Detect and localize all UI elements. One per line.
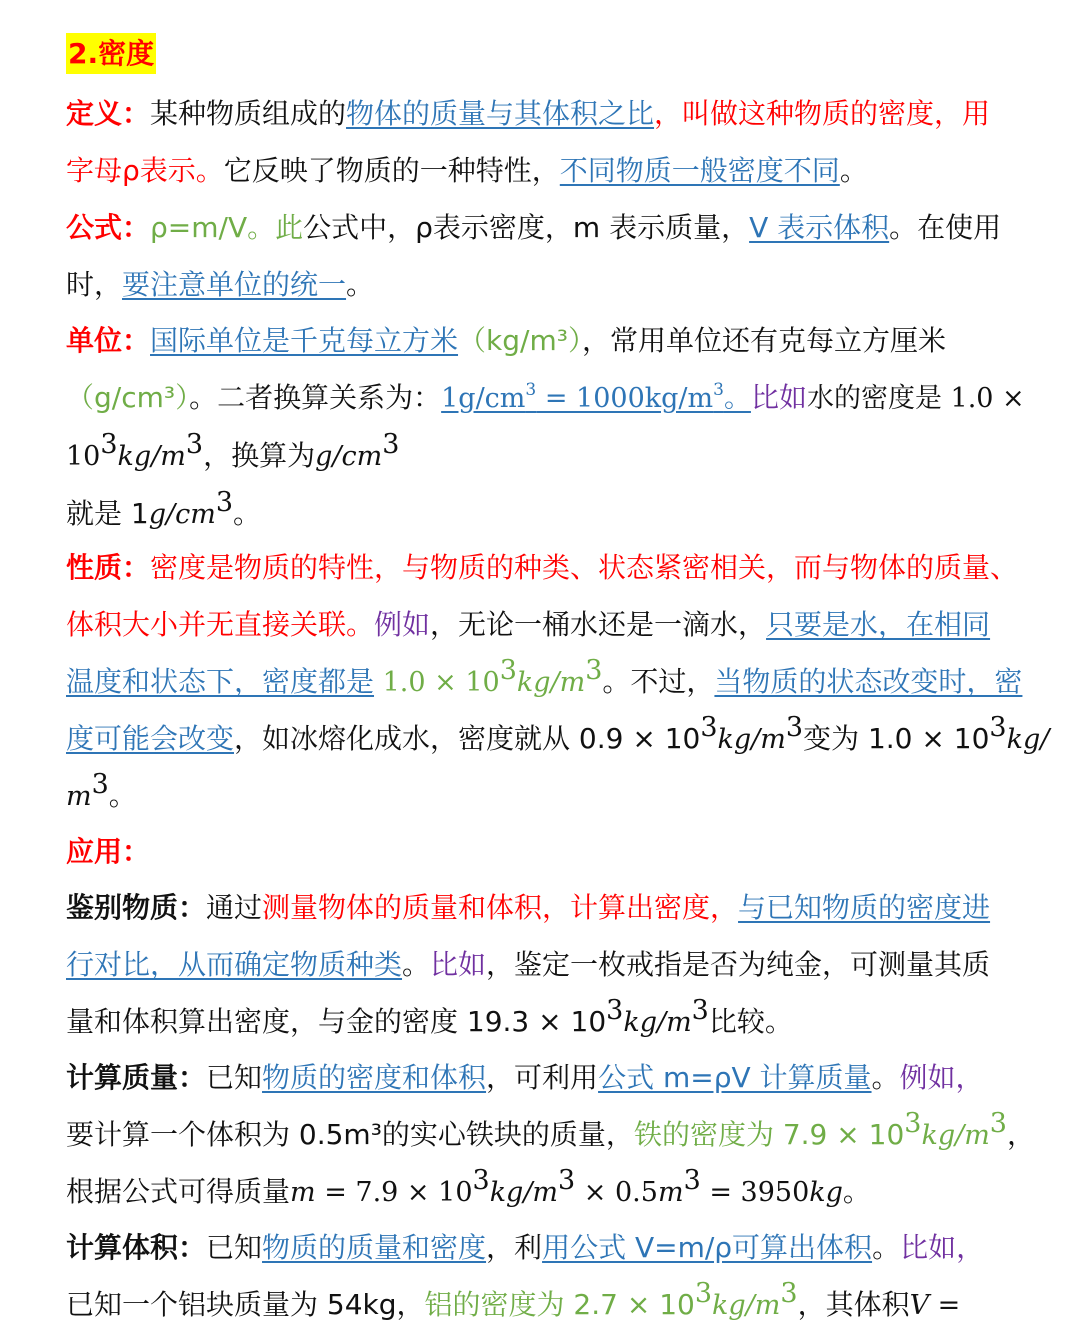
text: 已知 <box>206 1061 263 1094</box>
conversion-formula <box>441 380 751 414</box>
purple-phrase: 比如 <box>750 381 807 414</box>
text: 已知一个铝块质量为 54kg， <box>66 1288 425 1321</box>
math: = 7.9 × 10 <box>315 1177 473 1208</box>
text: 某种物质组成的 <box>150 97 347 130</box>
text: 已知 <box>206 1231 263 1264</box>
volume-line-1 <box>66 1228 984 1268</box>
definition-label: 定义： <box>66 97 151 130</box>
unit-label: 单位： <box>66 324 151 357</box>
math: m <box>657 1177 684 1208</box>
property-line-4 <box>66 712 1050 759</box>
unit-g-cm3: （g/cm³） <box>66 381 190 414</box>
superscript: 3 <box>694 1278 713 1309</box>
property-line-3 <box>66 655 1023 702</box>
text: 比较。 <box>708 1005 793 1038</box>
superscript: 3 <box>780 1278 798 1309</box>
unit-line-1 <box>66 321 946 361</box>
text: 水的密度是 1.0 × <box>806 383 1025 414</box>
math: kg/m <box>117 441 186 472</box>
underlined-phrase: 行对比，从而确定物质种类 <box>66 948 403 981</box>
volume-label: 计算体积： <box>66 1231 207 1264</box>
underlined-phrase: 不同物质一般密度不同 <box>559 154 840 187</box>
text: 时， <box>66 268 123 301</box>
math: kg <box>809 1177 843 1208</box>
underlined-phrase: 只要是水，在相同 <box>766 608 991 641</box>
mass-label: 计算质量： <box>66 1061 207 1094</box>
math: g/cm <box>315 441 383 472</box>
math: kg/m <box>921 1120 990 1151</box>
underlined-phrase: 要注意单位的统一 <box>122 268 347 301</box>
purple-phrase: 例如， <box>899 1061 984 1094</box>
mass-line-1 <box>66 1058 984 1098</box>
math: V <box>909 1290 930 1321</box>
underlined-phrase: V 表示体积 <box>749 211 890 244</box>
purple-phrase: 比如 <box>430 948 487 981</box>
text: 。 <box>872 1231 901 1264</box>
red-phrase: 体积大小并无直接关联。 <box>66 608 375 641</box>
math: = <box>929 1290 961 1321</box>
underlined-phrase: 公式 m=ρV 计算质量 <box>598 1061 872 1094</box>
text: ，如冰熔化成水，密度就从 0.9 × 10 <box>234 722 701 755</box>
underlined-phrase: 物质的质量和密度 <box>262 1231 487 1264</box>
red-phrase: ，叫做这种物质的密度，用 <box>654 97 991 130</box>
math: kg/m <box>489 1177 559 1208</box>
text: 。 <box>723 383 751 414</box>
underlined-phrase: 用公式 V=m/ρ可算出体积 <box>542 1231 873 1264</box>
unit-line-3 <box>66 429 400 476</box>
superscript: 3 <box>904 1108 922 1139</box>
underlined-phrase: 物质的密度和体积 <box>262 1061 487 1094</box>
identify-line-2 <box>66 945 990 985</box>
text: ，无论一桶水还是一滴水， <box>430 608 767 641</box>
underlined-phrase: 国际单位是千克每立方米 <box>150 324 459 357</box>
math: m <box>66 781 92 812</box>
superscript: 3 <box>382 429 400 460</box>
math: g/cm <box>148 499 216 530</box>
underlined-phrase: 温度和状态下，密度都是 <box>66 665 375 698</box>
text: 要计算一个体积为 0.5m³的实心铁块的质量， <box>66 1118 634 1151</box>
superscript: 3 <box>100 429 118 460</box>
title-highlight: 2.密度 <box>66 33 156 74</box>
text: ，常用单位还有克每立方厘米 <box>581 324 946 357</box>
mass-line-3 <box>66 1165 871 1212</box>
red-phrase: 密度是物质的特性，与物质的种类、状态紧密相关， <box>150 551 795 584</box>
unit-line-4 <box>66 487 262 534</box>
text: ，换算为 <box>203 439 316 472</box>
math: kg/m <box>516 667 586 698</box>
text: 。 <box>402 948 431 981</box>
text: 。 <box>233 497 262 530</box>
text: 。二者换算关系为： <box>189 381 442 414</box>
text: 变为 1.0 × 10 <box>803 722 990 755</box>
formula-text: ρ=m/V。 <box>150 211 276 244</box>
identify-line-1 <box>66 888 990 928</box>
definition-line-2 <box>66 151 868 191</box>
application-heading <box>66 832 150 872</box>
text: = 1000kg/m <box>536 383 714 414</box>
text: 。在使用 <box>889 211 1002 244</box>
property-line-5 <box>66 769 137 816</box>
superscript: 3 <box>785 712 804 743</box>
purple-phrase: 例如 <box>374 608 431 641</box>
text: 。不过， <box>602 665 715 698</box>
unit-kg-m3: （kg/m³） <box>458 324 582 357</box>
superscript: 3 <box>700 712 718 743</box>
text: ，可利用 <box>486 1061 599 1094</box>
property-line-1 <box>66 548 1018 588</box>
text: ，其体积 <box>797 1288 910 1321</box>
math: = 3950 <box>700 1177 810 1208</box>
formula-line-2 <box>66 265 374 305</box>
text: 量和体积算出密度，与金的密度 19.3 × 10 <box>66 1005 607 1038</box>
property-line-2 <box>66 605 990 645</box>
superscript: 3 <box>989 1108 1007 1139</box>
text: ，鉴定一枚戒指是否为纯金，可测量其质 <box>486 948 991 981</box>
text: 10 <box>66 441 101 472</box>
text: 就是 1 <box>66 497 149 530</box>
text: 。 <box>108 779 137 812</box>
text: 。 <box>842 1175 871 1208</box>
math: × 0.5 <box>575 1177 658 1208</box>
underlined-phrase: 与已知物质的密度进 <box>738 891 991 924</box>
identify-label: 鉴别物质： <box>66 891 207 924</box>
text: 通过 <box>206 891 263 924</box>
text: 此 <box>275 211 304 244</box>
math: m <box>290 1177 316 1208</box>
application-label: 应用： <box>66 835 151 868</box>
text: 。 <box>346 268 375 301</box>
text: 它反映了物质的一种特性， <box>223 154 560 187</box>
formula-line-1 <box>66 208 1001 248</box>
purple-phrase: 比如， <box>900 1231 985 1264</box>
underlined-phrase: 当物质的状态改变时，密 <box>714 665 1023 698</box>
superscript: 3 <box>91 769 109 800</box>
math: kg/m <box>717 724 786 755</box>
formula-label: 公式： <box>66 211 151 244</box>
text: 根据公式可得质量 <box>66 1175 291 1208</box>
superscript: 3 <box>606 995 624 1026</box>
text: ，利 <box>486 1231 543 1264</box>
superscript: 3 <box>713 380 724 400</box>
red-phrase: 测量物体的质量和体积，计算出密度， <box>262 891 739 924</box>
red-phrase: 而与物体的质量、 <box>794 551 1019 584</box>
volume-line-2 <box>66 1278 961 1325</box>
superscript: 3 <box>989 712 1007 743</box>
text: ， <box>1006 1118 1035 1151</box>
mass-line-2 <box>66 1108 1035 1155</box>
underlined-phrase: 物体的质量与其体积之比 <box>346 97 655 130</box>
superscript: 3 <box>185 429 204 460</box>
math: kg/m <box>623 1007 692 1038</box>
text: 公式中，ρ表示密度，m 表示质量， <box>303 211 750 244</box>
superscript: 3 <box>525 380 537 400</box>
underlined-phrase: 度可能会改变 <box>66 722 235 755</box>
text: 。 <box>839 154 868 187</box>
identify-line-3 <box>66 995 793 1042</box>
superscript: 3 <box>215 487 234 518</box>
definition-line-1 <box>66 94 990 134</box>
superscript: 3 <box>691 995 709 1026</box>
superscript: 3 <box>558 1165 576 1196</box>
superscript: 3 <box>499 655 517 686</box>
math: kg/m <box>712 1290 781 1321</box>
unit-line-2 <box>66 378 1025 418</box>
green-phrase: 铁的密度为 7.9 × 10 <box>633 1118 905 1151</box>
math: 1.0 × 10 <box>374 667 500 698</box>
property-label: 性质： <box>66 551 151 584</box>
text: 。 <box>871 1061 900 1094</box>
math: kg/ <box>1006 724 1050 755</box>
section-title <box>66 34 156 74</box>
red-phrase: 字母ρ表示。 <box>66 154 224 187</box>
superscript: 3 <box>472 1165 490 1196</box>
text: 1g/cm <box>441 383 526 414</box>
superscript: 3 <box>683 1165 701 1196</box>
green-phrase: 铝的密度为 2.7 × 10 <box>424 1288 695 1321</box>
superscript: 3 <box>585 655 603 686</box>
